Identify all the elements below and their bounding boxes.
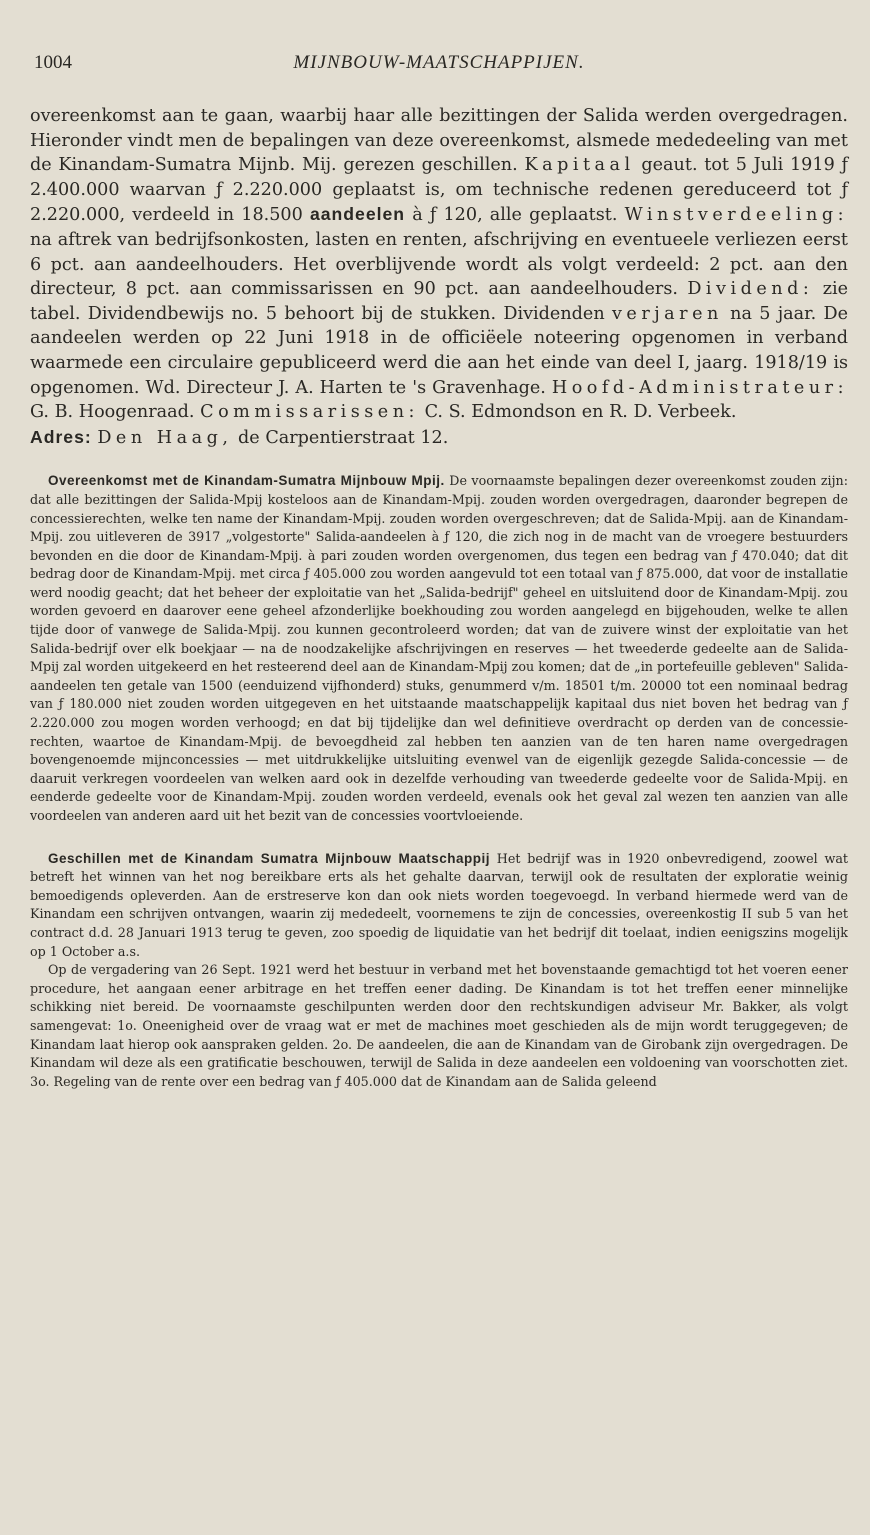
section-paragraph xyxy=(30,850,848,962)
company-entry xyxy=(30,104,848,450)
kapitaal-label: Kapitaal xyxy=(524,155,635,176)
section-paragraph xyxy=(30,961,848,1091)
company-text-hoofdadmin: G. B. Hoogenraad. xyxy=(30,402,195,423)
company-text-intro: overeenkomst aan te gaan, waarbij haar alle bezittingen der Salida werden overgedragen. Hieronder vindt men de bepalingen van deze overeenkomst, alsmede mededeeling van met de Kinandam-Sumatra Mijnb. Mij. gerezen geschillen. xyxy=(30,106,848,176)
adres-street: de Carpentierstraat 12. xyxy=(238,427,449,448)
winstverdeeling-label: Winstverdeeling: xyxy=(624,205,849,226)
company-text-commissarissen: C. S. Edmondson en R. D. Verbeek. xyxy=(424,402,737,423)
running-header xyxy=(30,52,848,82)
aandeelen-label: aandeelen xyxy=(309,204,406,225)
section-body-geschillen-1: Het bedrijf was in 1920 onbevredigend, zoowel wat betreft het winnen van het nog bereikbare erts als het gehalte daarvan, terwijl ook de resultaten der exploratie weinig bemoedigends opleverden. Aan de erstreserve kon dan ook niets worden toegevoegd. In verband hiermede werd van de Kinandam een schrijven ontvangen, waarin zij mededeelt, voornemens te zijn de concessies, overeenkostig II sub 5 van het contract d.d. 28 Januari 1913 terug te geven, zoo spoedig de liquidatie van het bedrijf dit toelaat, indien eenigszins mogelijk op 1 October a.s. xyxy=(30,850,848,959)
dividend-label: Dividend: xyxy=(687,279,814,300)
section-paragraph xyxy=(30,472,848,825)
company-text-dividend: zie tabel. Dividendbewijs no. 5 behoort bij de stukken. Dividenden xyxy=(30,279,848,324)
company-text-winst: na aftrek van bedrijfsonkosten, lasten en renten, afschrijving en eventueele verliezen eerst 6 pct. aan aandeelhouders. Het overblijvende wordt als volgt verdeeld: 2 pct. aan den directeur, 8 pct. aan commissarissen en 90 pct. aan aandeelhouders. xyxy=(30,229,848,300)
section-body-overeenkomst: De voornaamste bepalingen dezer overeenkomst zouden zijn: dat alle bezittingen der Salida-Mpij kosteloos aan de Kinandam-Mpij. zouden worden overgedragen, daaronder begrepen de concessierechten, welke ten name der Kinandam-Mpij. zouden worden overgeschreven; dat de Salida-Mpij. aan de Kinandam-Mpij. zou uitleveren de 3917 „volgestorte" Salida-aandeelen à ƒ 120, die zich nog in de macht van de vroegere bestuurders bevonden en die door de Kinandam-Mpij. à pari zouden worden overgenomen, dus tegen een bedrag van ƒ 470.040; dat dit bedrag door de Kinandam-Mpij. met circa ƒ 405.000 zou worden aangevuld tot een totaal van ƒ 875.000, dat voor de installatie werd noodig geacht; dat het beheer der exploitatie van het „Salida-bedrijf" geheel en uitsluitend door de Kinandam-Mpij. zou worden gevoerd en daarover eene geheel afzonderlijke boekhouding zou worden aangelegd en bijgehouden, welke te allen tijde door of vanwege de Salida-Mpij. zou kunnen gecontroleerd worden; dat van de zuivere winst der exploitatie van het Salida-bedrijf over elk boekjaar — na de noodzakelijke afschrijvingen en reserves — het tweederde gedeelte aan de Salida-Mpij zal worden uitgekeerd en het resteerend deel aan de Kinandam-Mpij zou komen; dat de „in portefeuille gebleven" Salida-aandeelen ten getale van 1500 (eenduizend vijfhonderd) stuks, genummerd v/m. 18501 t/m. 20000 tot een nominaal bedrag van ƒ 180.000 niet zouden worden uitgegeven en het uitstaande maatschappelijk kapitaal dus niet boven het bedrag van ƒ 2.220.000 zou mogen worden verhoogd; en dat bij tijdelijke dan wel definitieve overdracht op derden van de concessie-rechten, waartoe de Kinandam-Mpij. de bevoegdheid zal hebben ten aanzien van de ten haren name overgedragen bovengenoemde mijnconcessies — met uitdrukkelijke uitsluiting evenwel van de eigenlijk gezegde Salida-concessie — de daaruit verkregen voordeelen van welken aard ook in dezelfde verhouding van tweederde gedeelte voor de Salida-Mpij. en eenderde gedeelte voor de Kinandam-Mpij. zouden worden verdeeld, evenals ook het geval zal wezen ten aanzien van alle voordeelen van anderen aard uit het bezit van de concessies voortvloeiende. xyxy=(30,473,848,823)
company-text-noteering: na 5 jaar. De aandeelen werden op 22 Juni 1918 in de officiëele noteering opgenomen in verband waarmede een circulaire gepubliceerd werd die aan het einde van deel I, jaarg. 1918/19 is opgenomen. Wd. Directeur J. A. Harten te 's Gravenhage. xyxy=(30,303,849,398)
section-overeenkomst xyxy=(30,472,848,825)
company-text-aandeelen: à ƒ 120, alle geplaatst. xyxy=(412,205,618,226)
section-body-geschillen-2: Op de vergadering van 26 Sept. 1921 werd het bestuur in verband met het bovenstaande gemachtigd tot het voeren eener procedure, het aangaan eener arbitrage en het treffen eener dading. De Kinandam is tot het treffen eener minnelijke schikking niet bereid. De voornaamste geschilpunten werden door den rechtskundigen adviseur Mr. Bakker, als volgt samengevat: 1o. Oneenigheid over de vraag wat er met de machines moet geschieden als de mijn wordt teruggegeven; de Kinandam laat hierop ook aanspraken gelden. 2o. De aandeelen, die aan de Kinandam van de Girobank zijn overgedragen. De Kinandam wil deze als een gratificatie beschouwen, terwijl de Salida in deze aandeelen een voldoening van voorschotten ziet. 3o. Regeling van de rente over een bedrag van ƒ 405.000 dat de Kinandam aan de Salida geleend xyxy=(30,962,848,1089)
page-number: 1004 xyxy=(34,52,72,73)
company-text-kapitaal: geaut. tot 5 Juli 1919 ƒ 2.400.000 waarvan ƒ 2.220.000 geplaatst is, om technische redenen gereduceerd tot ƒ 2.220.000, verdeeld in 18.500 xyxy=(30,155,848,226)
verjaren-label: verjaren xyxy=(611,303,723,324)
section-heading-overeenkomst: Overeenkomst met de Kinandam-Sumatra Mijnbouw Mpij. xyxy=(48,473,445,489)
hoofdadministrateur-label: Hoofd-Administrateur: xyxy=(551,377,848,398)
commissarissen-label: Commissarissen: xyxy=(200,402,419,423)
adres-city: Den Haag, xyxy=(97,427,233,448)
section-heading-geschillen: Geschillen met de Kinandam Sumatra Mijnbouw Maatschappij xyxy=(48,850,490,866)
section-geschillen xyxy=(30,850,848,1092)
header-title: MIJNBOUW-MAATSCHAPPIJEN. xyxy=(293,52,585,73)
adres-label: Adres: xyxy=(30,426,92,447)
